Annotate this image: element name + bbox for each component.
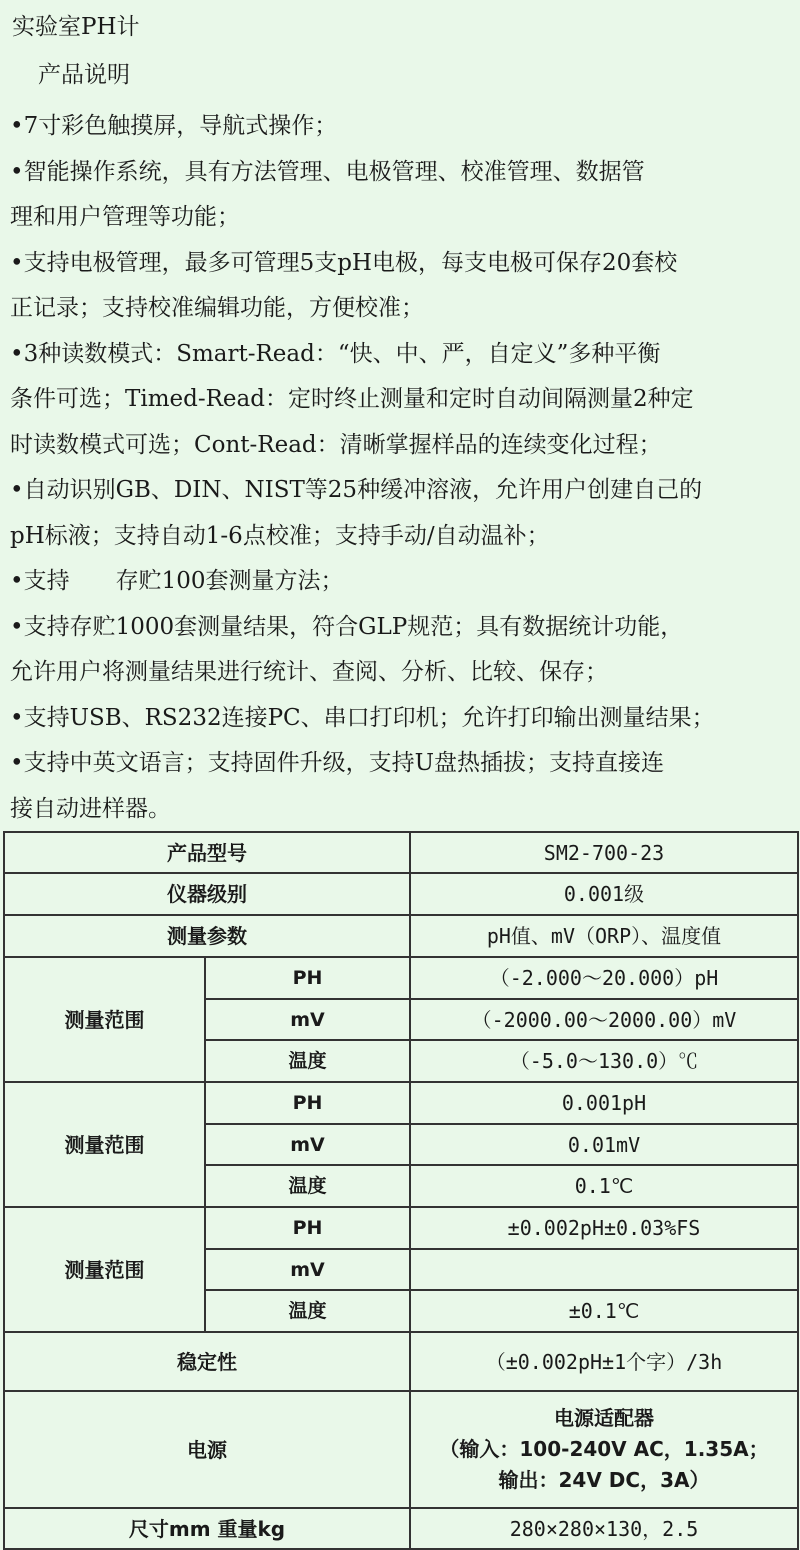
feature-item: •自动识别GB、DIN、NIST等25种缓冲溶液，允许用户创建自己的 pH标液；支持自动1-6点校准；支持手动/自动温补；	[10, 477, 703, 549]
accuracy-temp-value: ±0.1℃	[410, 1290, 798, 1332]
params-label: 测量参数	[4, 915, 410, 957]
accuracy-temp-label: 温度	[205, 1290, 410, 1332]
grade-value: 0.001级	[410, 873, 798, 915]
table-row	[4, 1332, 798, 1391]
table-row	[4, 1391, 798, 1508]
spec-table	[3, 831, 799, 1550]
table-row	[4, 1207, 798, 1249]
page-title: 实验室PH计	[12, 14, 140, 40]
accuracy-ph-value: ±0.002pH±0.03%FS	[410, 1207, 798, 1249]
power-label: 电源	[4, 1391, 410, 1508]
feature-item: •支持 存贮100套测量方法；	[10, 568, 344, 594]
table-row	[4, 957, 798, 999]
feature-item: •智能操作系统，具有方法管理、电极管理、校准管理、数据管 理和用户管理等功能；	[10, 158, 645, 230]
range-temp-label: 温度	[205, 1040, 410, 1082]
power-line: 输出：24V DC，3A）	[498, 1468, 710, 1492]
section-heading: 产品说明	[38, 62, 130, 88]
feature-item: •3种读数模式：Smart-Read：“快、中、严，自定义”多种平衡 条件可选；Timed-Read：定时终止测量和定时自动间隔测量2种定 时读数模式可选；Cont-Read：清晰掌握样品的连续变化过程；	[10, 340, 694, 458]
feature-item: •支持中英文语言；支持固件升级，支持U盘热插拔；支持直接连 接自动进样器。	[10, 750, 664, 822]
feature-list	[10, 104, 790, 832]
resolution-label: 测量范围	[4, 1082, 205, 1207]
params-value: pH值、mV（ORP）、温度值	[410, 915, 798, 957]
table-row	[4, 1508, 798, 1549]
range-mv-value: （-2000.00～2000.00）mV	[410, 999, 798, 1040]
resolution-mv-label: mV	[205, 1124, 410, 1165]
feature-item: •支持USB、RS232连接PC、串口打印机；允许打印输出测量结果；	[10, 704, 715, 731]
range-ph-value: （-2.000～20.000）pH	[410, 957, 798, 999]
stability-label: 稳定性	[4, 1332, 410, 1391]
table-row	[4, 915, 798, 957]
range-ph-label: PH	[205, 957, 410, 999]
power-value	[410, 1391, 798, 1508]
resolution-mv-value: 0.01mV	[410, 1124, 798, 1165]
table-row	[4, 1082, 798, 1124]
table-row	[4, 832, 798, 873]
model-label: 产品型号	[4, 832, 410, 873]
resolution-temp-label: 温度	[205, 1165, 410, 1207]
range-label: 测量范围	[4, 957, 205, 1082]
range-mv-label: mV	[205, 999, 410, 1040]
accuracy-mv-label: mV	[205, 1249, 410, 1290]
feature-item: •支持存贮1000套测量结果，符合GLP规范；具有数据统计功能， 允许用户将测量结果进行统计、查阅、分析、比较、保存；	[10, 613, 684, 685]
power-line: 电源适配器	[554, 1406, 654, 1430]
resolution-temp-value: 0.1℃	[410, 1165, 798, 1207]
power-line: （输入：100-240V AC，1.35A；	[439, 1437, 769, 1461]
accuracy-mv-value	[410, 1249, 798, 1290]
resolution-ph-value: 0.001pH	[410, 1082, 798, 1124]
accuracy-label: 测量范围	[4, 1207, 205, 1332]
resolution-ph-label: PH	[205, 1082, 410, 1124]
feature-item: •7寸彩色触摸屏，导航式操作；	[10, 113, 338, 139]
feature-item: •支持电极管理，最多可管理5支pH电极，每支电极可保存20套校 正记录；支持校准编辑功能，方便校准；	[10, 249, 678, 321]
table-row	[4, 873, 798, 915]
model-value: SM2-700-23	[410, 832, 798, 873]
stability-value: （±0.002pH±1个字）/3h	[410, 1332, 798, 1391]
accuracy-ph-label: PH	[205, 1207, 410, 1249]
size-value: 280×280×130，2.5	[410, 1508, 798, 1549]
size-label: 尺寸mm 重量kg	[4, 1508, 410, 1549]
grade-label: 仪器级别	[4, 873, 410, 915]
range-temp-value: （-5.0～130.0）℃	[410, 1040, 798, 1082]
